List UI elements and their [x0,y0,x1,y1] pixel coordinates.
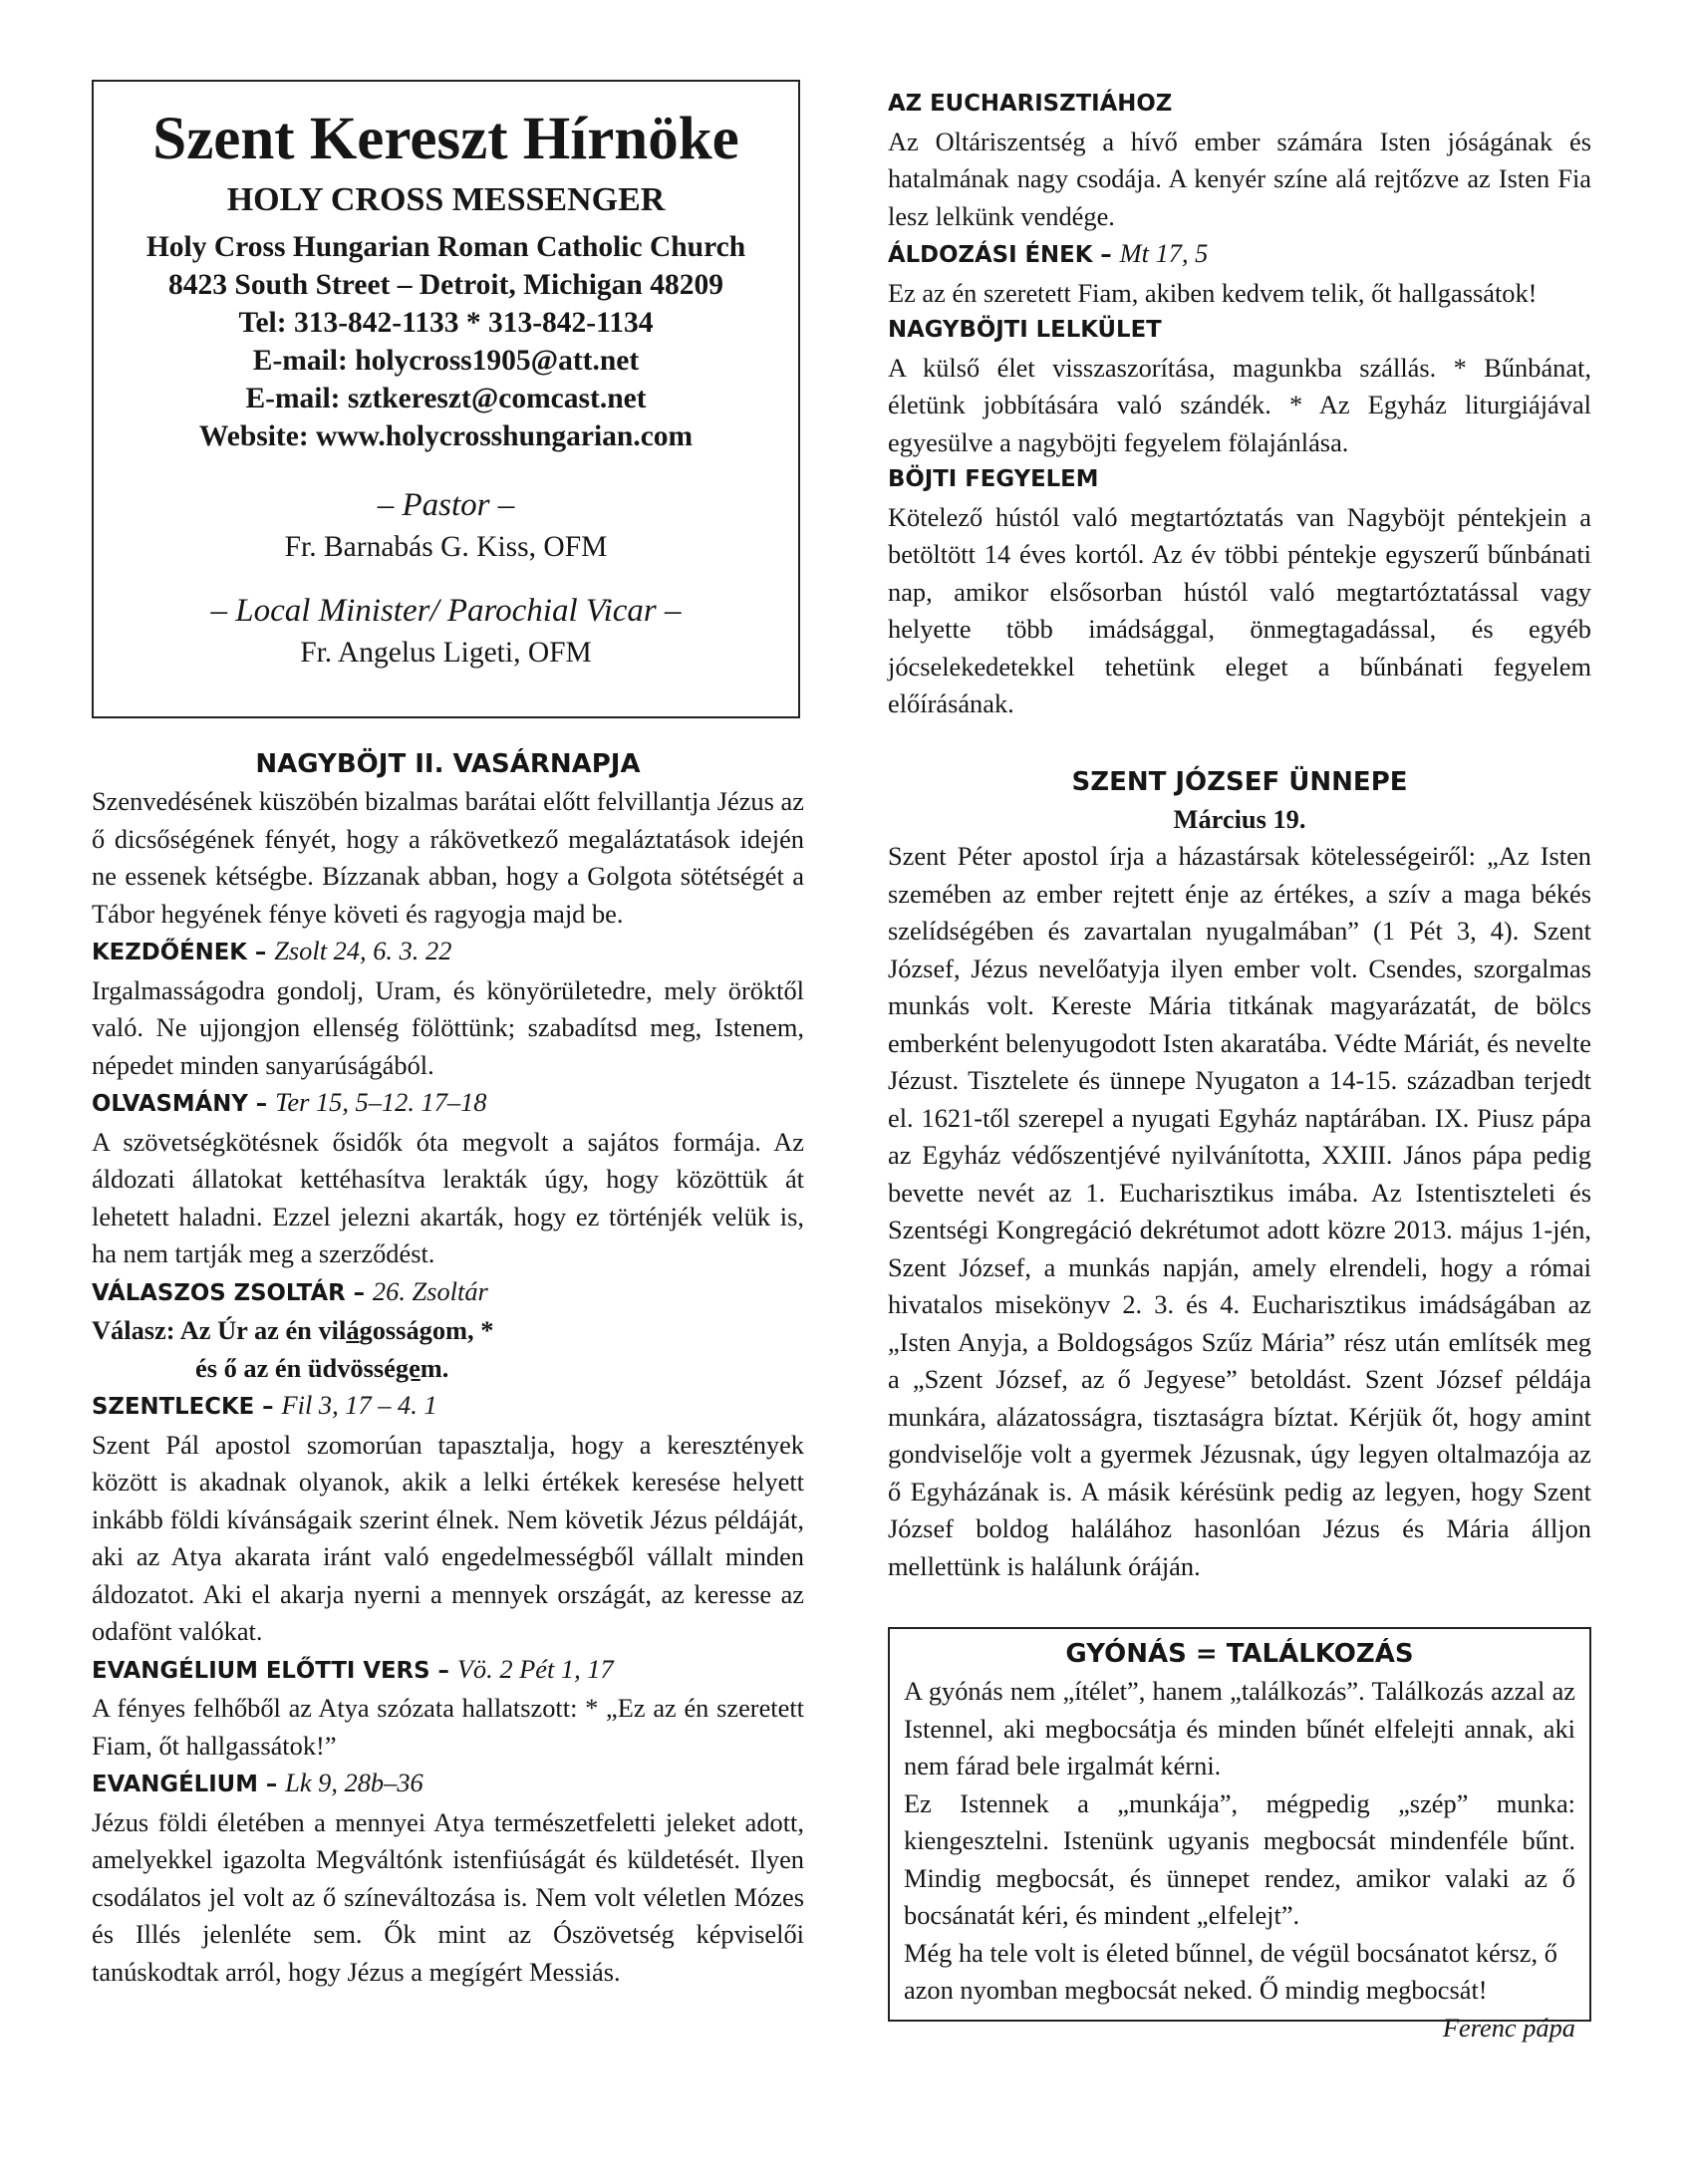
pastor-name: Fr. Barnabás G. Kiss, OFM [284,531,608,563]
kezdoenek-label: KEZDŐÉNEK – Zsolt 24, 6. 3. 22 [92,936,452,965]
right-column [888,86,1591,2047]
vers-label: EVANGÉLIUM ELŐTTI VERS – Vö. 2 Pét 1, 17 [92,1653,614,1684]
euch-label: AZ EUCHARISZTIÁHOZ [888,91,1173,117]
vicar-name: Fr. Angelus Ligeti, OFM [300,637,592,669]
pastor-role: – Pastor – [377,487,515,523]
gyonas-signature: Ferenc pápa [1442,2012,1575,2043]
gyonas-paragraph-1: A gyónás nem „ítélet”, hanem „találkozás”. Találkozás azzal az Istennel, aki megbocsátja és minden bűnét elfelejti annak, aki nem fárad bele irgalmát kérni. [904,1676,1575,1780]
lelkulet-text: A külső élet visszaszorítása, magunkba szállás. * Bűnbánat, életünk jobbítására való szándék. * Az Egyház liturgiájával egyesülve a nagyböjti fegyelem fölajánlása. [888,352,1591,457]
olvasmany-text: A szövetségkötésnek ősidők óta megvolt a sajátos formája. Az áldozati állatokat kettéhasítva lerakták úgy, hogy közöttük át lehetett haladni. Ezzel jelezni akarták, hogy ez történjék velük is, ha nem tartják meg a szerződést. [92,1126,804,1268]
evangelium-label: EVANGÉLIUM – Lk 9, 28b–36 [92,1768,423,1797]
nagybojt-section [92,745,804,1991]
nagybojt-heading: NAGYBÖJT II. VASÁRNAPJA [255,749,641,779]
church-address: 8423 South Street – Detroit, Michigan 48209 [168,269,723,301]
church-email-1: E-mail: holycross1905@att.net [252,345,640,377]
nagybojt-intro: Szenvedésének küszöbén bizalmas barátai előtt felvillantja Jézus az ő dicsőségének fényét, hogy a rákövetkező megaláztatások idején ne essenek kétségbe. Bízzanak abban, hogy a Golgota sötétségét a Tábor hegyének fénye követi és ragyogja majd be. [92,786,804,929]
vicar-role: – Local Minister/ Parochial Vicar – [210,593,682,629]
euch-text: Az Oltáriszentség a hívő ember számára Isten jóságának és hatalmának nagy csodája. A kenyér színe alá rejtőzve az Isten Fia lesz lelkünk vendége. [888,126,1591,231]
valaszos-label: VÁLASZOS ZSOLTÁR – 26. Zsoltár [92,1275,488,1306]
kezdoenek-text: Irgalmasságodra gondolj, Uram, és könyörületedre, mely öröktől való. Ne ujjongjon ellenség fölöttünk; szabadítsd meg, Istenem, népedet minden sanyarúságából. [92,974,804,1080]
jozsef-heading: SZENT JÓZSEF ÜNNEPE [1071,766,1408,797]
aldozasi-label: ÁLDOZÁSI ÉNEK – Mt 17, 5 [888,238,1209,268]
lelkulet-label: NAGYBÖJTI LELKÜLET [888,317,1162,343]
szentlecke-label: SZENTLECKE – Fil 3, 17 – 4. 1 [92,1390,437,1420]
gyonas-paragraph-3: Még ha tele volt is életed bűnnel, de végül bocsánatot kérsz, ő azon nyomban megbocsát neked. Ő mindig megbocsát! Ferenc pápa [904,1935,1575,2010]
vers-text: A fényes felhőből az Atya szózata hallatszott: * „Ez az én szeretett Fiam, őt hallgassátok!” [92,1693,804,1761]
jozsef-date: Március 19. [1173,803,1306,834]
masthead-subtitle: HOLY CROSS MESSENGER [226,181,666,218]
gyonas-box [888,1627,1591,2043]
church-name: Holy Cross Hungarian Roman Catholic Church [145,231,746,263]
jozsef-section [888,763,1591,1586]
evangelium-text: Jézus földi életében a mennyei Atya természetfeletti jeleket adott, amelyekkel igazolta Megváltónk istenfiúságát és küldetését. Ilyen csodálatos jel volt az ő színeváltozása is. Nem volt véletlen Mózes és Illés jelenléte sem. Ők mint az Ószövetség képviselői tanúskodtak arról, hogy Jézus a megígért Messiás. [92,1806,804,1987]
valasz-line-1: Válasz: Az Úr az én világosságom, * [92,1315,494,1345]
valasz-line-2: és ő az én üdvösségem. [195,1352,449,1383]
left-column [92,80,804,1991]
gyonas-heading: GYÓNÁS = TALÁLKOZÁS [1065,1639,1414,1669]
gyonas-paragraph-2: Ez Istennek a „munkája”, mégpedig „szép” munka: kiengesztelni. Istenünk ugyanis megbocsát mindenféle bűnt. Mindig megbocsát, és ünnepet rendez, amikor valaki az ő bocsánatát kéri, és mindent „elfelejt”. [904,1787,1575,1930]
szentlecke-text: Szent Pál apostol szomorúan tapasztalja, hogy a keresztények között is akadnak olyanok, akik a lelki értékek keresése helyett inkább földi kívánságaik szerint élnek. Nem követik Jézus példáját, aki az Atya akarata iránt való engedelmességből vállalt minden áldozatot. Aki el akarja nyerni a mennyek országát, az keresse az odafönt valókat. [92,1429,804,1646]
church-email-2: E-mail: sztkereszt@comcast.net [245,383,647,414]
church-phone: Tel: 313-842-1133 * 313-842-1134 [238,307,654,339]
fegyelem-text: Kötelező hústól való megtartóztatás van Nagyböjt péntekjein a betöltött 14 éves kortól. Az év többi péntekje egyszerű bűnbánati nap, amikor elsősorban hústól való megtartóztatással vagy helyette több imádsággal, önmegtagadással, és egyéb jócselekedetekkel tehetünk eleget a bűnbánati fegyelem előírásának. [888,501,1591,718]
masthead-title: Szent Kereszt Hírnöke [152,106,739,172]
olvasmany-label: OLVASMÁNY – Ter 15, 5–12. 17–18 [92,1087,487,1117]
masthead-box [92,80,800,718]
church-website: Website: www.holycrosshungarian.com [198,420,694,452]
fegyelem-label: BÖJTI FEGYELEM [888,466,1099,492]
jozsef-text: Szent Péter apostol írja a házastársak kötelességeiről: „Az Isten szemében az ember rejtett énje az értékes, a szív a maga békés szelídségében és zavartalan nyugalmában” (1 Pét 3, 4). Szent József, Jézus nevelőatyja ilyen ember volt. Csendes, szorgalmas munkás volt. Kereste Mária titkának magyarázatát, de bölcs emberként belenyugodott Isten akaratába. Védte Máriát, és nevelte Jézust. Tisztelete és ünnepe Nyugaton a 14-15. században terjedt el. 1621-től szerepel a nyugati Egyház naptárában. IX. Piusz pápa az Egyház védőszentjévé nyilvánította, XXIII. János pápa pedig bevette nevét az 1. Eucharisztikus imába. Az Istentiszteleti és Szentségi Kongregáció dekrétumot adott közre 2013. május 1-jén, Szent József, a munkás napján, amely elrendeli, hogy a római hivatalos misekönyv 2. 3. és 4. Eucharisztikus imádságában az „Isten Anyja, a Boldogságos Szűz Mária” rész után említsék meg a „Szent József, az ő Jegyese” betoldást. Szent József példája munkára, alázatosságra, tisztaságra bíztat. Kérjük őt, hogy amint gondviselője volt a gyermek Jézusnak, úgy legyen oltalmazója az ő Egyházának is. A másik kérésünk pedig az legyen, hogy Szent József boldog halálához hasonlóan Jézus és Mária álljon mellettünk is halálunk óráján. [888,841,1591,1581]
aldozasi-text: Ez az én szeretett Fiam, akiben kedvem telik, őt hallgassátok! [888,277,1538,308]
